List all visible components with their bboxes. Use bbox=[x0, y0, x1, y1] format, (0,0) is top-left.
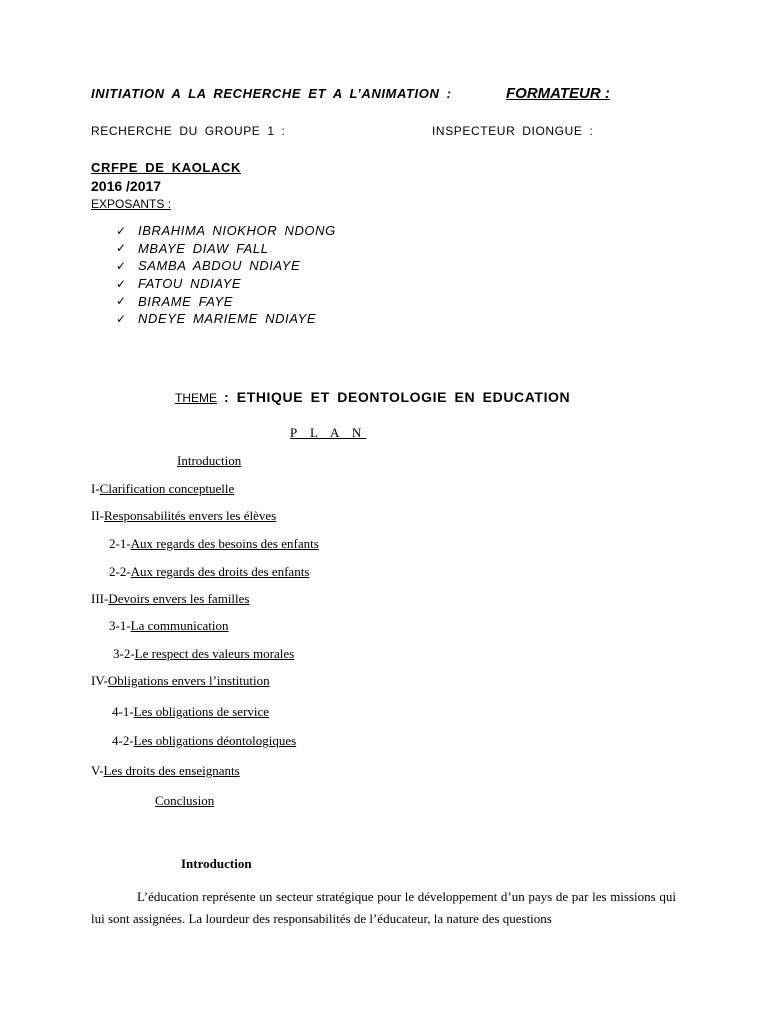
toc-number: 3-2- bbox=[113, 646, 135, 661]
toc-number: IV- bbox=[91, 673, 108, 688]
toc-item-v bbox=[91, 763, 240, 779]
toc-number: III- bbox=[91, 591, 109, 606]
exposants-list bbox=[116, 222, 336, 328]
exposants-label: EXPOSANTS : bbox=[91, 197, 172, 211]
exposant-name: FATOU NDIAYE bbox=[138, 276, 242, 292]
toc-text: Responsabilités envers les élèves bbox=[104, 508, 277, 523]
toc-item-3-1 bbox=[109, 618, 229, 634]
toc-number: 4-2- bbox=[112, 733, 134, 748]
toc-text: Le respect des valeurs morales bbox=[134, 646, 295, 661]
list-item bbox=[116, 275, 336, 293]
toc-text: Les droits des enseignants bbox=[103, 763, 240, 778]
exposant-name: IBRAHIMA NIOKHOR NDONG bbox=[138, 223, 336, 239]
toc-conclusion: Conclusion bbox=[155, 793, 215, 808]
toc-item-4-1 bbox=[112, 704, 269, 720]
introduction-paragraph: L’éducation représente un secteur stratégique pour le développement d’un pays de par les missions qui lui sont assignées. La lourdeur des responsabilités de l’éducateur, la nature des questions bbox=[91, 889, 676, 926]
toc-text: Aux regards des besoins des enfants bbox=[130, 536, 319, 551]
checkmark-icon: ✓ bbox=[116, 294, 127, 309]
exposant-name: SAMBA ABDOU NDIAYE bbox=[138, 258, 301, 274]
recherche-groupe: RECHERCHE DU GROUPE 1 : bbox=[91, 124, 286, 138]
list-item bbox=[116, 292, 336, 310]
list-item bbox=[116, 310, 336, 328]
toc-item-2-2 bbox=[109, 564, 309, 580]
toc-number: 3-1- bbox=[109, 618, 131, 633]
list-item bbox=[116, 257, 336, 275]
academic-year: 2016 /2017 bbox=[91, 178, 162, 194]
toc-item-4-2 bbox=[112, 733, 296, 749]
toc-text: Aux regards des droits des enfants bbox=[130, 564, 310, 579]
toc-text: Les obligations de service bbox=[133, 704, 270, 719]
toc-item-i bbox=[91, 481, 234, 497]
toc-number: II- bbox=[91, 508, 104, 523]
list-item bbox=[116, 240, 336, 258]
introduction-heading: Introduction bbox=[181, 856, 252, 871]
checkmark-icon: ✓ bbox=[116, 223, 127, 238]
toc-item-3-2 bbox=[113, 646, 294, 662]
institution-name: CRFPE DE KAOLACK bbox=[91, 160, 241, 175]
toc-text: Les obligations déontologiques bbox=[133, 733, 297, 748]
formateur-label: FORMATEUR : bbox=[506, 85, 610, 102]
theme-label: THEME bbox=[175, 391, 217, 405]
checkmark-icon: ✓ bbox=[116, 258, 127, 273]
toc-text: La communication bbox=[130, 618, 229, 633]
checkmark-icon: ✓ bbox=[116, 311, 127, 326]
toc-item-2-1 bbox=[109, 536, 319, 552]
list-item bbox=[116, 222, 336, 240]
toc-text: Clarification conceptuelle bbox=[99, 481, 235, 496]
theme-title: : ETHIQUE ET DEONTOLOGIE EN EDUCATION bbox=[224, 389, 571, 405]
toc-text: Devoirs envers les familles bbox=[108, 591, 250, 606]
inspecteur-name: INSPECTEUR DIONGUE : bbox=[432, 124, 594, 138]
toc-number: V- bbox=[91, 763, 104, 778]
checkmark-icon: ✓ bbox=[116, 276, 127, 291]
toc-number: I- bbox=[91, 481, 100, 496]
toc-number: 2-2- bbox=[109, 564, 131, 579]
toc-text: Obligations envers l’institution bbox=[107, 673, 270, 688]
toc-item-iv bbox=[91, 673, 270, 689]
toc-number: 2-1- bbox=[109, 536, 131, 551]
exposant-name: BIRAME FAYE bbox=[138, 293, 234, 309]
toc-item-iii bbox=[91, 591, 249, 607]
toc-number: 4-1- bbox=[112, 704, 134, 719]
course-title: INITIATION A LA RECHERCHE ET A L’ANIMATION : bbox=[91, 86, 452, 101]
toc-introduction: Introduction bbox=[177, 453, 242, 468]
toc-item-ii bbox=[91, 508, 276, 524]
exposant-name: NDEYE MARIEME NDIAYE bbox=[138, 311, 317, 327]
checkmark-icon: ✓ bbox=[116, 241, 127, 256]
exposant-name: MBAYE DIAW FALL bbox=[138, 240, 269, 256]
plan-title: P L A N bbox=[290, 425, 367, 440]
